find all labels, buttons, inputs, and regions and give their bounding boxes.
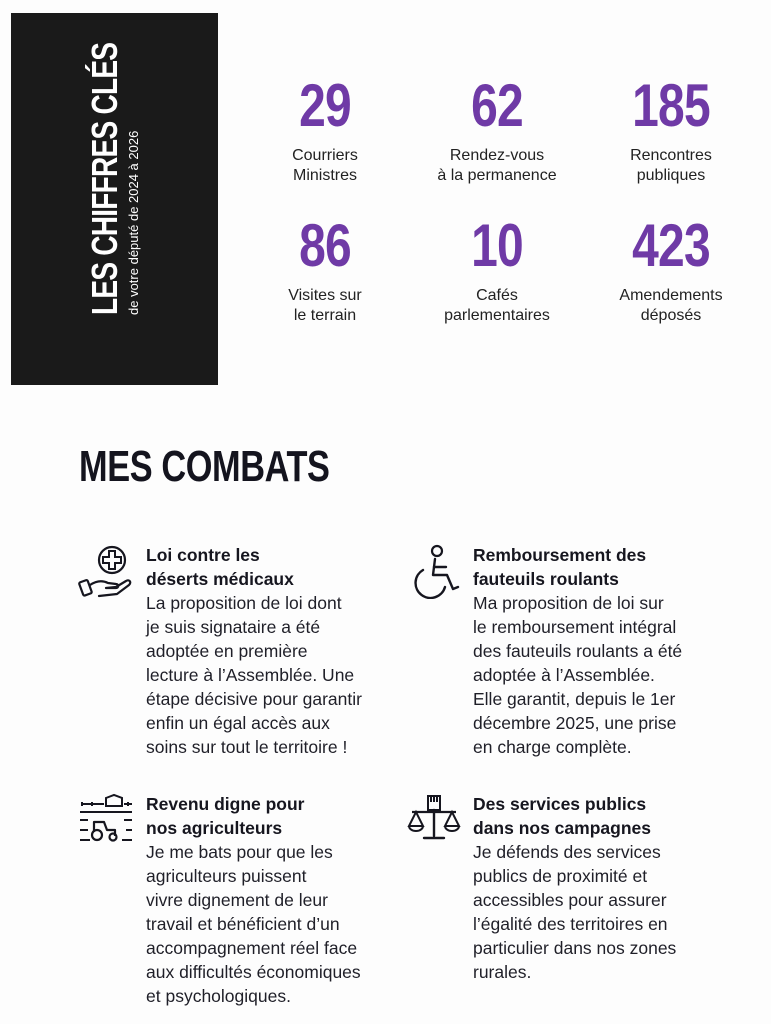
stat-label-line: Ministres — [292, 167, 357, 184]
combat-title-line: fauteuils roulants — [473, 569, 619, 589]
combat-text-line: accessibles pour assurer — [473, 890, 667, 910]
combat-text-line: particulier dans nos zones — [473, 938, 677, 958]
combat-text-line: l’égalité des territoires en — [473, 914, 668, 934]
combat-title-line: dans nos campagnes — [473, 818, 651, 838]
combat-title-line: déserts médicaux — [146, 569, 294, 589]
combat-title — [473, 543, 743, 591]
combat-body — [473, 543, 743, 759]
justice-scale-fist-icon — [406, 792, 462, 848]
stat-label — [412, 146, 582, 186]
stat-label-line: à la permanence — [437, 167, 557, 184]
combat-title-line: Des services publics — [473, 794, 647, 814]
stat-label-line: Rencontres — [630, 147, 712, 164]
combat-title — [146, 543, 406, 591]
combat-text-line: étape décisive pour garantir — [146, 689, 362, 709]
combat-body — [146, 792, 406, 1008]
stat-label-line: publiques — [636, 167, 706, 184]
stat-value: 62 — [471, 72, 523, 139]
combat-text-line: vivre dignement de leur — [146, 890, 328, 910]
combat-title — [146, 792, 406, 840]
combat-body — [146, 543, 406, 759]
stat-label-line: Courriers — [292, 147, 358, 164]
combat-text-line: La proposition de loi dont — [146, 593, 342, 613]
stat-label — [240, 146, 410, 186]
combat-text-line: Elle garantit, depuis le 1er — [473, 689, 676, 709]
stat-value: 86 — [299, 212, 351, 279]
section-title: MES COMBATS — [79, 442, 330, 491]
combat-text-line: accompagnement réel face — [146, 938, 358, 958]
combat-text-line: lecture à l’Assemblée. Une — [146, 665, 355, 685]
stat-label — [240, 286, 410, 326]
stat-item — [586, 74, 756, 186]
wheelchair-icon — [406, 543, 462, 599]
combat-text-line: enfin un égal accès aux — [146, 713, 330, 733]
stat-label-line: Visites sur — [288, 287, 362, 304]
combat-text — [473, 591, 743, 759]
stat-value: 10 — [471, 212, 523, 279]
combat-text-line: rurales. — [473, 962, 532, 982]
combat-text-line: adoptée en première — [146, 641, 308, 661]
banner-subtitle: de votre député de 2024 à 2026 — [125, 130, 141, 315]
stat-item — [240, 214, 410, 326]
stat-value: 423 — [632, 212, 710, 279]
stat-item — [412, 214, 582, 326]
combat-body — [473, 792, 743, 984]
combat-text-line: Ma proposition de loi sur — [473, 593, 664, 613]
combat-title-line: Loi contre les — [146, 545, 260, 565]
combat-title — [473, 792, 743, 840]
stat-label-line: parlementaires — [444, 307, 550, 324]
stat-item — [240, 74, 410, 186]
stat-label-line: Rendez-vous — [449, 147, 545, 164]
key-figures-banner — [11, 13, 218, 385]
stat-label-line: Amendements — [619, 287, 723, 304]
combat-text-line: décembre 2025, une prise — [473, 713, 677, 733]
stat-label — [586, 146, 756, 186]
stat-label-line: Cafés — [476, 287, 518, 304]
combat-text-line: travail et bénéficient d’un — [146, 914, 340, 934]
farm-tractor-icon — [78, 792, 134, 848]
combat-text-line: adoptée à l’Assemblée. — [473, 665, 655, 685]
combat-text — [473, 840, 743, 984]
combat-title-line: nos agriculteurs — [146, 818, 283, 838]
stat-label-line: déposés — [640, 307, 702, 324]
combat-text-line: et psychologiques. — [146, 986, 291, 1006]
combat-title-line: Revenu digne pour — [146, 794, 305, 814]
combat-text-line: le remboursement intégral — [473, 617, 677, 637]
combat-title-line: Remboursement des — [473, 545, 647, 565]
combat-text-line: je suis signataire a été — [146, 617, 321, 637]
stat-value: 185 — [632, 72, 710, 139]
combat-text-line: soins sur tout le territoire ! — [146, 737, 348, 757]
stat-item — [586, 214, 756, 326]
banner-text — [11, 13, 218, 385]
combat-text-line: publics de proximité et — [473, 866, 648, 886]
combat-text-line: aux difficultés économiques — [146, 962, 361, 982]
combat-text-line: agriculteurs puissent — [146, 866, 307, 886]
combat-text-line: Je défends des services — [473, 842, 661, 862]
combat-text — [146, 840, 406, 1008]
combat-text-line: en charge complète. — [473, 737, 632, 757]
medical-hand-icon — [78, 543, 134, 599]
stat-label-line: le terrain — [293, 307, 357, 324]
combat-text — [146, 591, 406, 759]
combat-text-line: Je me bats pour que les — [146, 842, 333, 862]
stat-item — [412, 74, 582, 186]
combat-text-line: des fauteuils roulants a été — [473, 641, 683, 661]
stat-value: 29 — [299, 72, 351, 139]
stat-label — [586, 286, 756, 326]
stat-label — [412, 286, 582, 326]
banner-title: LES CHIFFRES CLÉS — [83, 42, 125, 315]
